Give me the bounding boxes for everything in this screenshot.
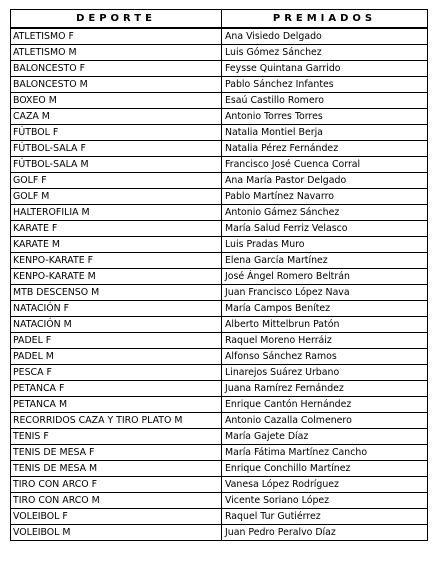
table-row bbox=[11, 301, 428, 317]
table-row bbox=[11, 221, 428, 237]
sport-cell: TENIS DE MESA M bbox=[11, 461, 222, 477]
table-row bbox=[11, 93, 428, 109]
table-row bbox=[11, 445, 428, 461]
sport-cell: PESCA F bbox=[11, 365, 222, 381]
winner-cell: Juana Ramírez Fernández bbox=[222, 381, 428, 397]
sport-cell: TIRO CON ARCO M bbox=[11, 493, 222, 509]
winner-cell: María Fátima Martínez Cancho bbox=[222, 445, 428, 461]
winner-cell: Raquel Moreno Herráiz bbox=[222, 333, 428, 349]
table-row bbox=[11, 77, 428, 93]
sport-cell: TENIS DE MESA F bbox=[11, 445, 222, 461]
header-premiados: PREMIADOS bbox=[222, 10, 428, 29]
winner-cell: Ana Visiedo Delgado bbox=[222, 28, 428, 45]
sport-cell: PETANCA M bbox=[11, 397, 222, 413]
sport-cell: RECORRIDOS CAZA Y TIRO PLATO M bbox=[11, 413, 222, 429]
table-row bbox=[11, 509, 428, 525]
sport-cell: KARATE M bbox=[11, 237, 222, 253]
table-row bbox=[11, 333, 428, 349]
sport-cell: ATLETISMO F bbox=[11, 28, 222, 45]
table-row bbox=[11, 525, 428, 541]
table-row bbox=[11, 141, 428, 157]
winner-cell: Esaú Castillo Romero bbox=[222, 93, 428, 109]
sport-cell: KENPO-KARATE F bbox=[11, 253, 222, 269]
sport-cell: FÚTBOL-SALA M bbox=[11, 157, 222, 173]
winner-cell: Juan Pedro Peralvo Díaz bbox=[222, 525, 428, 541]
sport-cell: PETANCA F bbox=[11, 381, 222, 397]
table-row bbox=[11, 429, 428, 445]
winner-cell: Pablo Martínez Navarro bbox=[222, 189, 428, 205]
table-row bbox=[11, 125, 428, 141]
table-row bbox=[11, 61, 428, 77]
winner-cell: Pablo Sánchez Infantes bbox=[222, 77, 428, 93]
sport-cell: BALONCESTO F bbox=[11, 61, 222, 77]
sport-cell: VOLEIBOL F bbox=[11, 509, 222, 525]
winner-cell: Natalia Pérez Fernández bbox=[222, 141, 428, 157]
header-row bbox=[11, 10, 428, 29]
table-row bbox=[11, 461, 428, 477]
winner-cell: Enrique Cantón Hernández bbox=[222, 397, 428, 413]
sport-cell: MTB DESCENSO M bbox=[11, 285, 222, 301]
sport-cell: FÚTBOL F bbox=[11, 125, 222, 141]
winner-cell: Elena García Martínez bbox=[222, 253, 428, 269]
winner-cell: Antonio Cazalla Colmenero bbox=[222, 413, 428, 429]
table-row bbox=[11, 109, 428, 125]
winner-cell: Raquel Tur Gutiérrez bbox=[222, 509, 428, 525]
winner-cell: Luis Gómez Sánchez bbox=[222, 45, 428, 61]
table-row bbox=[11, 28, 428, 45]
table-row bbox=[11, 253, 428, 269]
sport-cell: NATACIÓN M bbox=[11, 317, 222, 333]
winner-cell: Linarejos Suárez Urbano bbox=[222, 365, 428, 381]
winner-cell: María Campos Benítez bbox=[222, 301, 428, 317]
table-row bbox=[11, 237, 428, 253]
sport-cell: TENIS F bbox=[11, 429, 222, 445]
winner-cell: Antonio Torres Torres bbox=[222, 109, 428, 125]
table-row bbox=[11, 285, 428, 301]
winner-cell: Juan Francisco López Nava bbox=[222, 285, 428, 301]
table-row bbox=[11, 413, 428, 429]
winner-cell: María Gajete Díaz bbox=[222, 429, 428, 445]
winner-cell: Antonio Gámez Sánchez bbox=[222, 205, 428, 221]
sport-cell: NATACIÓN F bbox=[11, 301, 222, 317]
table-row bbox=[11, 173, 428, 189]
sport-cell: HALTEROFILIA M bbox=[11, 205, 222, 221]
sport-cell: FÚTBOL-SALA F bbox=[11, 141, 222, 157]
table-body bbox=[11, 28, 428, 541]
table-row bbox=[11, 349, 428, 365]
sport-cell: CAZA M bbox=[11, 109, 222, 125]
table-row bbox=[11, 493, 428, 509]
table-row bbox=[11, 397, 428, 413]
winner-cell: Luis Pradas Muro bbox=[222, 237, 428, 253]
table-row bbox=[11, 381, 428, 397]
sport-cell: KARATE F bbox=[11, 221, 222, 237]
table-row bbox=[11, 269, 428, 285]
winner-cell: Ana María Pastor Delgado bbox=[222, 173, 428, 189]
table-row bbox=[11, 45, 428, 61]
winner-cell: Alfonso Sánchez Ramos bbox=[222, 349, 428, 365]
sport-cell: GOLF M bbox=[11, 189, 222, 205]
winner-cell: Vanesa López Rodríguez bbox=[222, 477, 428, 493]
awards-table bbox=[10, 9, 428, 541]
header-deporte: DEPORTE bbox=[11, 10, 222, 29]
sport-cell: KENPO-KARATE M bbox=[11, 269, 222, 285]
table-row bbox=[11, 157, 428, 173]
sport-cell: GOLF F bbox=[11, 173, 222, 189]
winner-cell: Feysse Quintana Garrido bbox=[222, 61, 428, 77]
sport-cell: BALONCESTO M bbox=[11, 77, 222, 93]
table-row bbox=[11, 205, 428, 221]
winner-cell: Francisco José Cuenca Corral bbox=[222, 157, 428, 173]
sport-cell: BOXEO M bbox=[11, 93, 222, 109]
sport-cell: TIRO CON ARCO F bbox=[11, 477, 222, 493]
winner-cell: Natalia Montiel Berja bbox=[222, 125, 428, 141]
sport-cell: PADEL M bbox=[11, 349, 222, 365]
winner-cell: María Salud Ferriz Velasco bbox=[222, 221, 428, 237]
table-row bbox=[11, 189, 428, 205]
winner-cell: José Ángel Romero Beltrán bbox=[222, 269, 428, 285]
sport-cell: VOLEIBOL M bbox=[11, 525, 222, 541]
sport-cell: ATLETISMO M bbox=[11, 45, 222, 61]
winner-cell: Enrique Conchillo Martínez bbox=[222, 461, 428, 477]
table-row bbox=[11, 477, 428, 493]
winner-cell: Vicente Soriano López bbox=[222, 493, 428, 509]
winner-cell: Alberto Mittelbrun Patón bbox=[222, 317, 428, 333]
table-row bbox=[11, 317, 428, 333]
sport-cell: PADEL F bbox=[11, 333, 222, 349]
table-row bbox=[11, 365, 428, 381]
